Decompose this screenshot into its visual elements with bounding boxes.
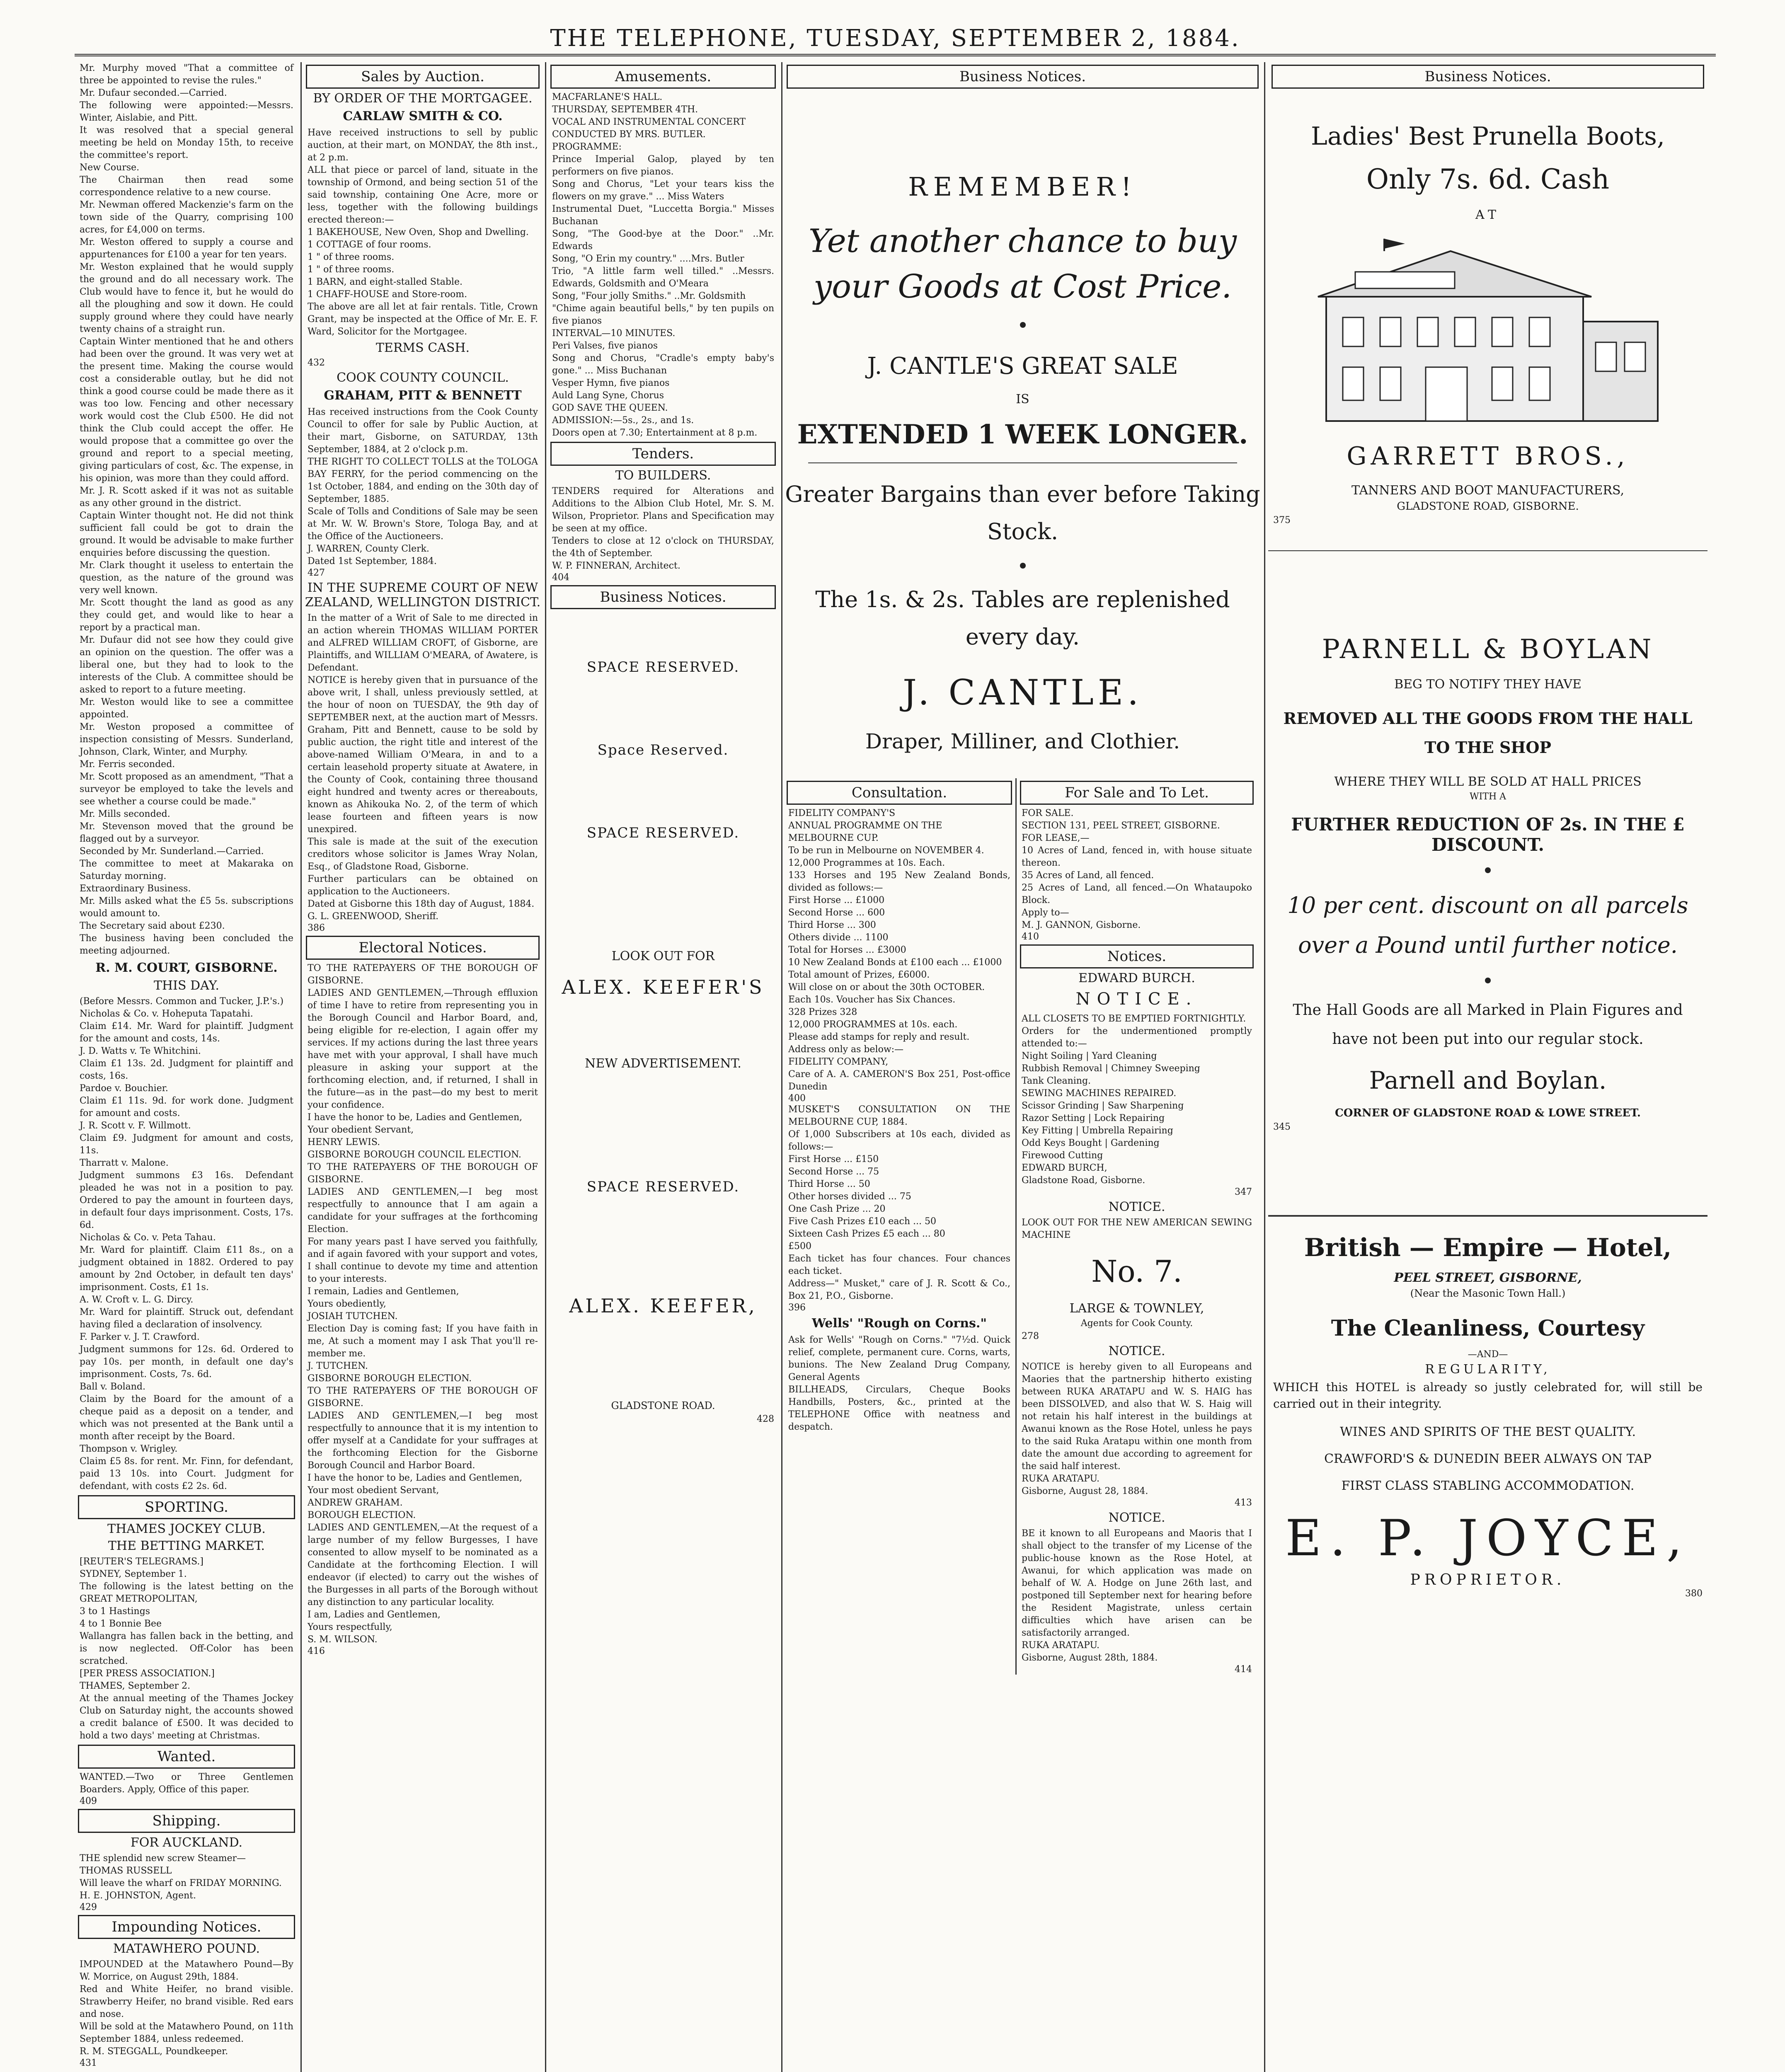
sporting-report: [REUTER'S TELEGRAMS.] SYDNEY, September 1. The following is the latest betting on the GREAT METROPOLITAN, 3 to 1 Hastings 4 to 1 Bonnie Bee Wallangra has fallen back in the betting, and is now neglected. Off-Color has been scratched. [PER PRESS ASSOCIATION.] THAMES, September 2. At the annual meeting of the Thames Jockey Club on Saturday night, the accounts showed a credit balance of £500. It was decided to hold a two days' meeting at Christmas.: [80, 1556, 293, 1741]
impounding-subheading: MATAWHERO POUND.: [113, 1941, 260, 1956]
sporting-heading: SPORTING.: [78, 1495, 295, 1519]
hotel-and: —AND—: [1468, 1349, 1508, 1360]
column-2: [303, 62, 543, 1656]
townley-name: LARGE & TOWNLEY,: [1069, 1301, 1204, 1316]
consultation-column: [783, 778, 1015, 1675]
notices-heading: Notices.: [1020, 944, 1254, 968]
fidelity-ad: FIDELITY COMPANY'S ANNUAL PROGRAMME ON THE MELBOURNE CUP. To be run in Melbourne on NOVEMBER 4. 12,000 Programmes at 10s. Each. 133 Horses and 195 New Zealand Bonds, divided as follows:— First Horse ... £1000 Second Horse ... 600 Third Horse ... 300 Others divide ... 1100 Total for Horses ... £3000 10 New Zealand Bonds at £100 each ... £1000 Total amount of Prizes, £6000. Will close on or about the 30th OCTOBER. Each 10s. Voucher has Six Chances. 328 Prizes 328 12,000 PROGRAMMES at 10s. each. Please add stamps for reply and result. Address only as below:— FIDELITY COMPANY, Care of A. A. CAMERON'S Box 251, Post-office Dunedin: [788, 808, 1010, 1092]
sales-subheading: BY ORDER OF THE MORTGAGEE.: [313, 91, 533, 106]
keefer-name: ALEX. KEEFER,: [569, 1295, 757, 1317]
concert-programme: MACFARLANE'S HALL. THURSDAY, SEPTEMBER 4TH. VOCAL AND INSTRUMENTAL CONCERT CONDUCTED BY MRS. BUTLER. PROGRAMME: Prince Imperial Galop, played by ten performers on five pianos. Song and Chorus, "Let your tears kiss the flowers on my grave." ... Miss Waters Instrumental Duet, "Luccetta Borgia." Misses Buchanan Song, "The Good-bye at the Door." ..Mr. Edwards Song, "O Erin my country." ....Mrs. Butler Trio, "A little farm well tilled." ..Messrs. Edwards, Goldsmith and O'Meara Song, "Four jolly Smiths." ..Mr. Goldsmith "Chime again beautiful bells," by ten pupils on five pianos INTERVAL—10 MINUTES. Peri Valses, five pianos Song and Chorus, "Cradle's empty baby's gone." ... Miss Buchanan Vesper Hymn, five pianos Auld Lang Syne, Chorus GOD SAVE THE QUEEN. ADMISSION:—5s., 2s., and 1s. Doors open at 7.30; Entertainment at 8 p.m.: [552, 92, 774, 438]
hotel-regularity: REGULARITY,: [1425, 1362, 1551, 1377]
remember-heading: REMEMBER!: [908, 172, 1137, 202]
sales-heading: Sales by Auction.: [306, 65, 540, 89]
sheriff-notice: In the matter of a Writ of Sale to me directed in an action wherein THOMAS WILLIAM PORTER and ALFRED WILLIAM CROFT, of Gisborne, are Plaintiffs, and WILLIAM O'MEARA, of Awatere, is Defendant. NOTICE is hereby given that in pursuance of the above writ, I shall, unless previously settled, at the hour of noon on TUESDAY, the 9th day of SEPTEMBER next, at the auction mart of Messrs. Graham, Pitt and Bennett, cause to be sold by public auction, the right title and interest of the above-named William O'Meara, in and to a certain leasehold property situate at Awatere, in the County of Cook, containing three thousand eight hundred and twenty acres or thereabouts, known as Ahikouka No. 2, of the term of which lease fourteen and fifteen years is now unexpired. This sale is made at the suit of the execution creditors whose solicitor is James Wray Nolan, Esq., of Gladstone Road, Gisborne. Further particulars can be obtained on application to the Auctioneers. Dated at Gisborne this 18th day of August, 1884. G. L. GREENWOOD, Sheriff.: [308, 613, 538, 922]
forsale-heading: For Sale and To Let.: [1020, 781, 1254, 805]
cantle-tagline: Yet another chance to buy your Goods at Cost Price.: [808, 223, 1237, 305]
ad-number: 347: [1235, 1187, 1252, 1197]
tables-text: The 1s. & 2s. Tables are replenished every day.: [815, 586, 1230, 650]
prunella-heading: Ladies' Best Prunella Boots,: [1310, 122, 1665, 151]
column-1: [75, 62, 298, 2068]
shipping-ad: THE splendid new screw Steamer— THOMAS RUSSELL Will leave the wharf on FRIDAY MORNING. H. E. JOHNSTON, Agent.: [80, 1853, 282, 1901]
parnell-reduction: FURTHER REDUCTION OF 2s. IN THE £ DISCOUNT.: [1291, 814, 1685, 855]
auctioneer-name: GRAHAM, PITT & BENNETT: [324, 388, 522, 403]
hotel-near: (Near the Masonic Town Hall.): [1410, 1288, 1566, 1299]
proprietor-name: E. P. JOYCE,: [1285, 1510, 1691, 1567]
column-rule: [781, 62, 782, 2072]
draper-text: Draper, Milliner, and Clothier.: [865, 729, 1180, 753]
forsale-ad: FOR SALE. SECTION 131, PEEL STREET, GISBORNE. FOR LEASE,— 10 Acres of Land, fenced in, with house situate thereon. 35 Acres of Land, all fenced. 25 Acres of Land, all fenced.—On Whataupoko Block. Apply to— M. J. GANNON, Gisborne.: [1022, 808, 1252, 930]
parnell-where: WHERE THEY WILL BE SOLD AT HALL PRICES: [1334, 775, 1642, 789]
auctioneer-name: CARLAW SMITH & CO.: [343, 109, 503, 123]
betting-heading: THE BETTING MARKET.: [108, 1539, 265, 1553]
parnell-signature: Parnell and Boylan.: [1369, 1066, 1607, 1094]
ad-number: 429: [80, 1902, 97, 1912]
space-reserved: SPACE RESERVED.: [586, 1179, 740, 1195]
impounding-notice: IMPOUNDED at the Matawhero Pound—By W. Morrice, on August 29th, 1884. Red and White Heifer, no brand visible. Strawberry Heifer, no brand visible. Red ears and nose. Will be sold at the Matawhero Pound, on 11th September 1884, unless redeemed. R. M. STEGGALL, Poundkeeper.: [80, 1959, 293, 2057]
parnell-discount: 10 per cent. discount on all parcels over a Pound until further notice.: [1287, 892, 1688, 958]
billheads-ad: BILLHEADS, Circulars, Cheque Books Handbills, Posters, &c., printed at the TELEPHONE Office with neatness and despatch.: [788, 1385, 1010, 1432]
keefer-name: ALEX. KEEFER'S: [562, 976, 765, 998]
garrett-address: GLADSTONE ROAD, GISBORNE.: [1397, 500, 1579, 513]
ad-number: 380: [1685, 1588, 1703, 1599]
ad-number: 345: [1273, 1122, 1291, 1132]
license-notice-heading: NOTICE.: [1108, 1510, 1165, 1525]
partnership-notice-heading: NOTICE.: [1108, 1344, 1165, 1358]
column-3: [547, 62, 779, 1424]
tenders-subheading: TO BUILDERS.: [615, 468, 711, 483]
factory-illustration: [1285, 235, 1691, 429]
tenders-heading: Tenders.: [550, 442, 776, 466]
wells-heading: Wells' "Rough on Corns.": [812, 1316, 987, 1331]
cantle-name: J. CANTLE.: [903, 672, 1143, 713]
space-reserved: Space Reserved.: [597, 742, 729, 758]
ad-number: 432: [308, 358, 325, 368]
ad-number: 386: [308, 923, 325, 933]
ad-number: 404: [552, 572, 569, 583]
tender-notice: TENDERS required for Alterations and Additions to the Albion Club Hotel, Mr. S. M. Wilson, Proprietor. Plans and Specification may be seen at my office. Tenders to close at 12 o'clock on THURSDAY, the 4th of September. W. P. FINNERAN, Architect.: [552, 486, 774, 571]
ad-number: 427: [308, 568, 325, 578]
proprietor-label: PROPRIETOR.: [1410, 1571, 1566, 1588]
parnell-with: WITH A: [1469, 792, 1506, 802]
ad-number: 396: [788, 1302, 806, 1313]
keefer-address: GLADSTONE ROAD.: [611, 1400, 715, 1411]
court-report: (Before Messrs. Common and Tucker, J.P.'s.) Nicholas & Co. v. Hoheputa Tapatahi. Claim £14. Mr. Ward for plaintiff. Judgment for the amount and costs, 14s. J. D. Watts v. Te Whitchini. Claim £1 13s. 2d. Judgment for plaintiff and costs, 16s. Pardoe v. Bouchier. Claim £1 11s. 9d. for work done. Judgment for amount and costs. J. R. Scott v. F. Willmott. Claim £9. Judgment for amount and costs, 11s. Tharratt v. Malone. Judgment summons £3 16s. Defendant pleaded he was not in a position to pay. Ordered to pay the amount in fourteen days, in default four days imprisonment. Costs, 17s. 6d. Nicholas & Co. v. Peta Tahau. Mr. Ward for plaintiff. Claim £11 8s., on a judgment obtained in 1882. Ordered to pay amount by 2nd October, in default ten days' imprisonment. Costs, £1 1s. A. W. Croft v. L. G. Dircy. Mr. Ward for plaintiff. Struck out, defendant having filed a declaration of insolvency. F. Parker v. J. T. Crawford. Judgment summons for 12s. 6d. Ordered to pay 10s. per month, in default one day's imprisonment. Costs, 7s. 6d. Ball v. Boland. Claim by the Board for the amount of a cheque paid as a deposit on a tender, and which was not presented at the Bank until a month after receipt by the Board. Thompson v. Wrigley. Claim £5 8s. for rent. Mr. Finn, for defendant, paid 13 10s. into Court. Judgment for defendant, with costs £2 2s. 6d.: [80, 996, 293, 1491]
business-heading: Business Notices.: [1272, 65, 1704, 89]
column-rule: [1264, 62, 1265, 2072]
look-out-label: LOOK OUT FOR: [611, 949, 715, 963]
hotel-stabling: FIRST CLASS STABLING ACCOMMODATION.: [1341, 1479, 1635, 1493]
lower-ads: [783, 778, 1262, 1675]
sale-is: IS: [1016, 392, 1029, 407]
wanted-heading: Wanted.: [78, 1745, 295, 1769]
factory-icon: [1285, 235, 1691, 429]
ad-number: 400: [788, 1093, 806, 1104]
supreme-court-heading: IN THE SUPREME COURT OF NEW ZEALAND, WELLINGTON DISTRICT.: [305, 581, 541, 610]
council-heading: COOK COUNTY COUNCIL.: [337, 370, 509, 385]
column-4: [783, 62, 1262, 1675]
bargains-text: Greater Bargains than ever before Taking Stock.: [785, 481, 1260, 545]
space-reserved: SPACE RESERVED.: [586, 659, 740, 675]
meeting-report: Mr. Murphy moved "That a committee of three be appointed to revise the rules." Mr. Dufaur seconded.—Carried. The following were appointed:—Messrs. Winter, Aislabie, and Pitt. It was resolved that a special general meeting be held on Monday 15th, to receive the committee's report. New Course. The Chairman then read some correspondence relative to a new course. Mr. Newman offered Mackenzie's farm on the town side of the Quarry, comprising 100 acres, for £4,000 on terms. Mr. Weston offered to supply a course and appurtenances for £100 a year for ten years. Mr. Weston explained that he would supply the ground and do all necessary work. The Club would have to fence it, but he would do all the ploughing and sow it down. He could supply ground where they could have nearly twenty chains of a straight run. Captain Winter mentioned that he and others had been over the ground. It was very wet at the present time. Making the course would cost a considerable outlay, but he did not think a good course could be made there as it was too low. Fencing and other necessary work would cost the Club £500. He did not think the Club could accept the offer. He would propose that a committee go over the ground and report to a special meeting, giving particulars of cost, &c. The expense, in his opinion, was more than they could afford. Mr. J. R. Scott asked if it was not as suitable as any other ground in the district. Captain Winter thought not. He did not think sufficient fall could be got to drain the ground. It would be advisable to make further enquiries before discussing the question. Mr. Clark thought it useless to entertain the question, as the nature of the ground was very well known. Mr. Scott thought the land as good as any they could get, and would like to hear a report by a practical man. Mr. Dufaur did not see how they could give an opinion on the question. The offer was a liberal one, but they had to look to the interests of the Club. A committee should be asked to report to a future meeting. Mr. Weston would like to see a committee appointed. Mr. Weston proposed a committee of inspection consisting of Messrs. Sunderland, Johnson, Clark, Winter, and Murphy. Mr. Ferris seconded. Mr. Scott proposed as an amendment, "That a surveyor be employed to take the levels and see whether a course could be made." Mr. Mills seconded. Mr. Stevenson moved that the ground be flagged out by a surveyor. Seconded by Mr. Sunderland.—Carried. The committee to meet at Makaraka on Saturday morning. Extraordinary Business. Mr. Mills asked what the £5 5s. subscriptions would amount to. The Secretary said about £230. The business having been concluded the meeting adjourned.: [80, 63, 293, 956]
hotel-name: British — Empire — Hotel,: [1304, 1233, 1672, 1262]
sewing-notice-heading: NOTICE.: [1108, 1200, 1165, 1214]
great-sale-heading: J. CANTLE'S GREAT SALE: [867, 353, 1178, 380]
parnell-marked: The Hall Goods are all Marked in Plain Figures and have not been put into our regular stock.: [1293, 1002, 1683, 1048]
business-heading: Business Notices.: [550, 585, 776, 609]
extended-heading: EXTENDED 1 WEEK LONGER.: [797, 419, 1248, 450]
ad-number: 409: [80, 1796, 97, 1806]
new-advertisement-label: NEW ADVERTISEMENT.: [585, 1056, 741, 1071]
notices-column: [1015, 778, 1257, 1675]
hotel-street: PEEL STREET, GISBORNE,: [1394, 1271, 1582, 1285]
price-heading: Only 7s. 6d. Cash: [1366, 163, 1610, 195]
sewing-ad: LOOK OUT FOR THE NEW AMERICAN SEWING MACHINE: [1022, 1218, 1252, 1240]
divider: [1268, 1215, 1707, 1217]
terms: TERMS CASH.: [375, 341, 470, 355]
ad-number: 414: [1235, 1664, 1252, 1675]
burch-ad: ALL CLOSETS TO BE EMPTIED FORTNIGHTLY. Orders for the undermentioned promptly attended to:— Night Soiling | Yard Cleaning Rubbish Removal | Chimney Sweeping Tank Cleaning. SEWING MACHINES REPAIRED. Scissor Grinding | Saw Sharpening Razor Setting | Lock Repairing Key Fitting | Umbrella Repairing Odd Keys Bought | Gardening Firewood Cutting EDWARD BURCH, Gladstone Road, Gisborne.: [1022, 1014, 1252, 1186]
hotel-which: WHICH this HOTEL is already so justly celebrated for, will still be carried out in their integrity.: [1273, 1380, 1703, 1411]
ad-number: 413: [1235, 1498, 1252, 1508]
shipping-heading: Shipping.: [78, 1809, 295, 1833]
amusements-heading: Amusements.: [550, 65, 776, 89]
ad-number: 375: [1273, 515, 1291, 525]
number-seven: No. 7.: [1091, 1254, 1182, 1289]
parnell-notify: BEG TO NOTIFY THEY HAVE: [1394, 677, 1582, 692]
wells-ad: Ask for Wells' "Rough on Corns." "7½d. Quick relief, complete, permanent cure. Corns, warts, bunions. The New Zealand Drug Company, General Agents: [788, 1335, 1010, 1382]
shipping-subheading: FOR AUCKLAND.: [130, 1835, 243, 1850]
wanted-ad: WANTED.—Two or Three Gentlemen Boarders. Apply, Office of this paper.: [80, 1772, 293, 1795]
court-subheading: THIS DAY.: [153, 978, 220, 993]
divider: [808, 462, 1237, 463]
parnell-heading: PARNELL & BOYLAN: [1322, 634, 1654, 665]
consultation-heading: Consultation.: [787, 781, 1012, 805]
separator-dot: [1485, 867, 1491, 873]
electoral-heading: Electoral Notices.: [306, 936, 540, 960]
hotel-wines: WINES AND SPIRITS OF THE BEST QUALITY.: [1339, 1425, 1636, 1439]
masthead: THE TELEPHONE, TUESDAY, SEPTEMBER 2, 1884.: [75, 25, 1716, 56]
ad-number: 428: [757, 1414, 774, 1424]
at-label: AT: [1475, 208, 1501, 222]
garrett-trade: TANNERS AND BOOT MANUFACTURERS,: [1351, 483, 1625, 498]
ad-number: 410: [1022, 932, 1039, 942]
parnell-removed: REMOVED ALL THE GOODS FROM THE HALL TO THE SHOP: [1283, 709, 1693, 757]
burch-notice: NOTICE.: [1075, 990, 1198, 1009]
space-reserved: SPACE RESERVED.: [586, 825, 740, 841]
column-rule: [545, 62, 546, 2072]
musket-ad: MUSKET'S CONSULTATION ON THE MELBOURNE CUP, 1884. Of 1,000 Subscribers at 10s each, divided as follows:— First Horse ... £150 Second Horse ... 75 Third Horse ... 50 Other horses divided ... 75 One Cash Prize ... 20 Five Cash Prizes £10 each ... 50 Sixteen Cash Prizes £5 each ... 80 £500 Each ticket has four chances. Four chances each ticket. Address—" Musket," care of J. R. Scott & Co., Box 21, P.O., Gisborne.: [788, 1104, 1010, 1301]
partnership-notice: NOTICE is hereby given to all Europeans and Maories that the partnership hitherto existing between RUKA ARATAPU and W. S. HAIG has been DISSOLVED, and also that W. S. Haig will not retain his half interest in the buildings at Awanui known as the Rose Hotel, unless he pays to the said Ruka Aratapu within one month from date the amount due according to agreement for the said half interest. RUKA ARATAPU. Gisborne, August 28, 1884.: [1022, 1362, 1252, 1496]
ad-number: 416: [308, 1646, 325, 1656]
license-notice: BE it known to all Europeans and Maoris that I shall object to the transfer of my License of the public-house known as the Rose Hotel, at Awanui, for which application was made on behalf of W. A. Hodge on June 26th last, and postponed till September next for hearing before the Resident Magistrate, unless certain difficulties which have arisen can be satisfactorily arranged. RUKA ARATAPU. Gisborne, August 28th, 1884.: [1022, 1528, 1252, 1663]
hotel-cleanliness: The Cleanliness, Courtesy: [1331, 1316, 1645, 1341]
auction-ad: Has received instructions from the Cook County Council to offer for sale by Public Auction, at their mart, Gisborne, on SATURDAY, 13th September, 1884, at 2 o'clock p.m. THE RIGHT TO COLLECT TOLLS at the TOLOGA BAY FERRY, for the period commencing on the 1st October, 1884, and ending on the 30th day of September, 1885. Scale of Tolls and Conditions of Sale may be seen at Mr. W. W. Brown's Store, Tologa Bay, and at the Office of the Auctioneers. J. WARREN, County Clerk. Dated 1st September, 1884.: [308, 407, 538, 566]
ad-number: 431: [80, 2058, 97, 2068]
separator-dot: [1485, 978, 1491, 983]
divider: [1268, 550, 1707, 551]
impounding-heading: Impounding Notices.: [78, 1915, 295, 1939]
sporting-subheading: THAMES JOCKEY CLUB.: [107, 1522, 266, 1536]
electoral-notices: TO THE RATEPAYERS OF THE BOROUGH OF GISBORNE. LADIES AND GENTLEMEN,—Through effluxion of time I have to retire from representing you in the Borough Council and Harbor Board, and, being eligible for re-election, I again offer my services. If my actions during the last three years have met with your approval, I shall have much pleasure in asking your support at the forthcoming election, and, if returned, I shall in the future—as in the past—do my best to merit your confidence. I have the honor to be, Ladies and Gentlemen, Your obedient Servant, HENRY LEWIS. GISBORNE BOROUGH COUNCIL ELECTION. TO THE RATEPAYERS OF THE BOROUGH OF GISBORNE. LADIES AND GENTLEMEN,—I beg most respectfully to announce that I am again a candidate for your suffrages at the forthcoming Election. For many years past I have served you faithfully, and if again favored with your support and votes, I shall continue to devote my time and attention to your interests. I remain, Ladies and Gentlemen, Yours obediently, JOSIAH TUTCHEN. Election Day is coming fast; If you have faith in me, At such a moment may I ask That you'll re-member me. J. TUTCHEN. GISBORNE BOROUGH ELECTION. TO THE RATEPAYERS OF THE BOROUGH OF GISBORNE. LADIES AND GENTLEMEN,—I beg most respectfully to announce that it is my intention to offer myself at a Candidate for your suffrages at the forthcoming Election for the Gisborne Borough Council and Harbor Board. I have the honor to be, Ladies and Gentlemen, Your most obedient Servant, ANDREW GRAHAM. BOROUGH ELECTION. LADIES AND GENTLEMEN,—At the request of a large number of my fellow Burgesses, I have consented to allow myself to be nominated as a Candidate at the forthcoming Election. I will endeavor (if elected) to carry out the wishes of the Burgesses in all parts of the Borough without any distinction to any particular locality. I am, Ladies and Gentlemen, Yours respectfully, S. M. WILSON.: [308, 963, 538, 1645]
hotel-beer: CRAWFORD'S & DUNEDIN BEER ALWAYS ON TAP: [1324, 1452, 1652, 1466]
garrett-name: GARRETT BROS.,: [1347, 442, 1629, 471]
burch-heading: EDWARD BURCH.: [1078, 971, 1195, 985]
separator-dot: [1020, 563, 1026, 569]
court-heading: R. M. COURT, GISBORNE.: [95, 961, 278, 975]
townley-sub: Agents for Cook County.: [1080, 1318, 1193, 1329]
ad-number: 278: [1022, 1331, 1039, 1341]
column-5: [1268, 62, 1707, 1599]
auction-ad: Have received instructions to sell by public auction, at their mart, on MONDAY, the 8th inst., at 2 p.m. ALL that piece or parcel of land, situate in the township of Ormond, and being section 51 of the said township, containing One Acre, more or less, together with the following buildings erected thereon:— 1 BAKEHOUSE, New Oven, Shop and Dwelling. 1 COTTAGE of four rooms. 1 " of three rooms. 1 " of three rooms. 1 BARN, and eight-stalled Stable. 1 CHAFF-HOUSE and Store-room. The above are all let at fair rentals. Title, Crown Grant, may be inspected at the Office of Mr. E. F. Ward, Solicitor for the Mortgagee.: [308, 128, 538, 337]
column-rule: [300, 62, 302, 2072]
business-heading: Business Notices.: [787, 65, 1259, 89]
parnell-address: CORNER OF GLADSTONE ROAD & LOWE STREET.: [1335, 1107, 1641, 1119]
separator-dot: [1020, 322, 1026, 328]
